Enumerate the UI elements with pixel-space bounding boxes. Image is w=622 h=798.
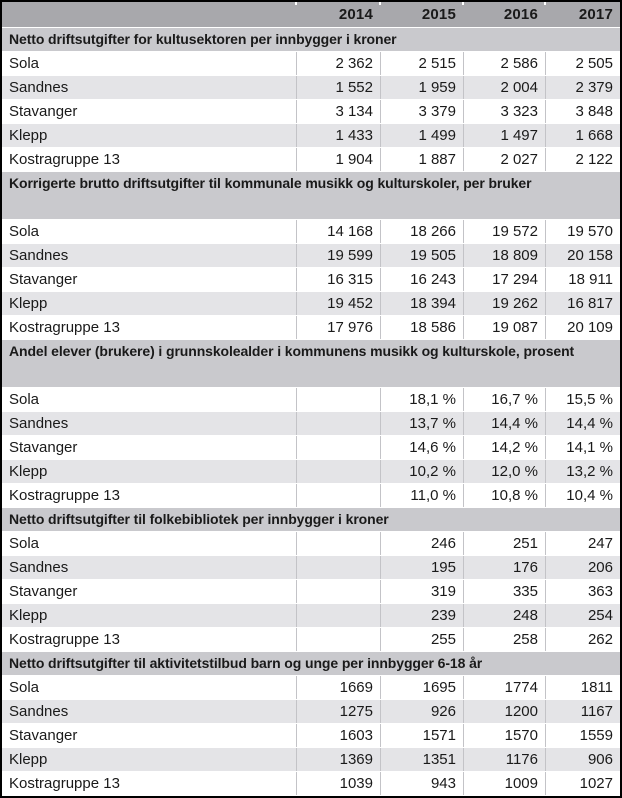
value-cell: 19 262 <box>463 292 545 315</box>
table-row <box>2 316 620 340</box>
value-cell: 1 668 <box>545 124 620 147</box>
value-cell: 251 <box>463 532 545 555</box>
value-cell: 16 315 <box>296 268 380 291</box>
row-label: Klepp <box>9 127 48 144</box>
row-label: Sola <box>9 679 40 696</box>
table-row <box>2 220 620 244</box>
value-cell: 1774 <box>463 676 545 699</box>
section-header-andel-elever: Andel elever (brukere) i grunnskolealder i kommunens musikk og kulturskole, prosent <box>2 340 620 388</box>
table-row <box>2 388 620 412</box>
year-header-2017: 2017 <box>545 2 620 27</box>
table-row <box>2 100 620 124</box>
value-cell <box>296 628 380 651</box>
table-row <box>2 460 620 484</box>
row-label: Stavanger <box>9 439 78 456</box>
section-header-kultursektor: Netto driftsutgifter for kultusektoren per innbygger i kroner <box>2 28 620 52</box>
value-cell: 19 599 <box>296 244 380 267</box>
value-cell: 176 <box>463 556 545 579</box>
value-cell: 16 243 <box>380 268 463 291</box>
year-header-row <box>2 2 620 28</box>
value-cell: 363 <box>545 580 620 603</box>
value-cell: 239 <box>380 604 463 627</box>
table-row <box>2 124 620 148</box>
value-cell: 19 572 <box>463 220 545 243</box>
table-row <box>2 604 620 628</box>
value-cell: 18 586 <box>380 316 463 339</box>
value-cell: 1 497 <box>463 124 545 147</box>
value-cell: 14,4 % <box>545 412 620 435</box>
row-label: Kostragruppe 13 <box>9 775 120 792</box>
value-cell: 16 817 <box>545 292 620 315</box>
table-row <box>2 412 620 436</box>
value-cell: 1 959 <box>380 76 463 99</box>
value-cell <box>296 436 380 459</box>
row-label: Sandnes <box>9 703 69 720</box>
table-row <box>2 724 620 748</box>
value-cell: 258 <box>463 628 545 651</box>
value-cell: 2 515 <box>380 52 463 75</box>
table-row <box>2 436 620 460</box>
row-label: Kostragruppe 13 <box>9 151 120 168</box>
row-label: Sola <box>9 391 40 408</box>
table-row <box>2 52 620 76</box>
row-label: Stavanger <box>9 727 78 744</box>
value-cell: 1603 <box>296 724 380 747</box>
table-row <box>2 148 620 172</box>
value-cell: 1369 <box>296 748 380 771</box>
section-header-kulturskoler: Korrigerte brutto driftsutgifter til kommunale musikk og kulturskoler, per bruker <box>2 172 620 220</box>
table-row <box>2 700 620 724</box>
value-cell: 926 <box>380 700 463 723</box>
value-cell: 2 379 <box>545 76 620 99</box>
table-row <box>2 268 620 292</box>
value-cell: 906 <box>545 748 620 771</box>
value-cell: 14,6 % <box>380 436 463 459</box>
value-cell: 19 505 <box>380 244 463 267</box>
row-label: Kostragruppe 13 <box>9 487 120 504</box>
value-cell: 254 <box>545 604 620 627</box>
table-row <box>2 76 620 100</box>
value-cell: 2 027 <box>463 148 545 171</box>
value-cell: 1275 <box>296 700 380 723</box>
value-cell: 1 499 <box>380 124 463 147</box>
section-header-aktivitetstilbud: Netto driftsutgifter til aktivitetstilbud barn og unge per innbygger 6-18 år <box>2 652 620 676</box>
value-cell: 18 266 <box>380 220 463 243</box>
value-cell: 10,4 % <box>545 484 620 507</box>
value-cell: 1176 <box>463 748 545 771</box>
corner-cell <box>2 2 296 27</box>
value-cell: 943 <box>380 772 463 795</box>
value-cell: 14 168 <box>296 220 380 243</box>
section-header-folkebibliotek: Netto driftsutgifter til folkebibliotek per innbygger i kroner <box>2 508 620 532</box>
value-cell: 262 <box>545 628 620 651</box>
row-label: Stavanger <box>9 103 78 120</box>
value-cell: 1570 <box>463 724 545 747</box>
row-label: Sandnes <box>9 559 69 576</box>
value-cell: 206 <box>545 556 620 579</box>
value-cell: 13,2 % <box>545 460 620 483</box>
value-cell: 10,2 % <box>380 460 463 483</box>
row-label: Sandnes <box>9 415 69 432</box>
value-cell: 13,7 % <box>380 412 463 435</box>
value-cell: 2 586 <box>463 52 545 75</box>
value-cell <box>296 556 380 579</box>
value-cell: 18 911 <box>545 268 620 291</box>
value-cell: 248 <box>463 604 545 627</box>
value-cell <box>296 412 380 435</box>
value-cell: 246 <box>380 532 463 555</box>
row-label: Sola <box>9 535 40 552</box>
value-cell: 12,0 % <box>463 460 545 483</box>
value-cell: 1 552 <box>296 76 380 99</box>
value-cell <box>296 532 380 555</box>
value-cell: 1351 <box>380 748 463 771</box>
value-cell: 1027 <box>545 772 620 795</box>
value-cell: 1559 <box>545 724 620 747</box>
row-label: Klepp <box>9 607 48 624</box>
value-cell: 2 362 <box>296 52 380 75</box>
row-label: Klepp <box>9 295 48 312</box>
year-header-2016: 2016 <box>463 2 545 27</box>
table-row <box>2 748 620 772</box>
value-cell: 11,0 % <box>380 484 463 507</box>
row-label: Stavanger <box>9 271 78 288</box>
value-cell: 3 848 <box>545 100 620 123</box>
value-cell: 16,7 % <box>463 388 545 411</box>
value-cell: 1167 <box>545 700 620 723</box>
value-cell: 14,2 % <box>463 436 545 459</box>
value-cell <box>296 460 380 483</box>
value-cell: 3 379 <box>380 100 463 123</box>
table-row <box>2 484 620 508</box>
value-cell: 2 505 <box>545 52 620 75</box>
value-cell: 19 570 <box>545 220 620 243</box>
value-cell: 15,5 % <box>545 388 620 411</box>
value-cell: 2 004 <box>463 76 545 99</box>
value-cell: 18 394 <box>380 292 463 315</box>
value-cell <box>296 604 380 627</box>
value-cell: 1200 <box>463 700 545 723</box>
value-cell: 3 134 <box>296 100 380 123</box>
value-cell: 1 904 <box>296 148 380 171</box>
row-label: Sola <box>9 223 40 240</box>
value-cell: 14,1 % <box>545 436 620 459</box>
value-cell: 17 294 <box>463 268 545 291</box>
value-cell: 1811 <box>545 676 620 699</box>
year-header-2014: 2014 <box>296 2 380 27</box>
table-row <box>2 556 620 580</box>
row-label: Stavanger <box>9 583 78 600</box>
table-row <box>2 676 620 700</box>
row-label: Kostragruppe 13 <box>9 319 120 336</box>
value-cell: 19 087 <box>463 316 545 339</box>
value-cell: 247 <box>545 532 620 555</box>
value-cell: 18 809 <box>463 244 545 267</box>
table-row <box>2 628 620 652</box>
value-cell: 1039 <box>296 772 380 795</box>
row-label: Sandnes <box>9 247 69 264</box>
row-label: Sandnes <box>9 79 69 96</box>
value-cell <box>296 388 380 411</box>
table-row <box>2 772 620 796</box>
value-cell: 1695 <box>380 676 463 699</box>
table-row <box>2 532 620 556</box>
table-row <box>2 292 620 316</box>
table-row <box>2 580 620 604</box>
year-header-2015: 2015 <box>380 2 463 27</box>
value-cell: 195 <box>380 556 463 579</box>
table-row <box>2 244 620 268</box>
value-cell: 17 976 <box>296 316 380 339</box>
value-cell: 18,1 % <box>380 388 463 411</box>
value-cell: 10,8 % <box>463 484 545 507</box>
row-label: Klepp <box>9 751 48 768</box>
value-cell: 1 433 <box>296 124 380 147</box>
value-cell: 2 122 <box>545 148 620 171</box>
value-cell: 20 109 <box>545 316 620 339</box>
value-cell: 1009 <box>463 772 545 795</box>
value-cell: 255 <box>380 628 463 651</box>
value-cell: 14,4 % <box>463 412 545 435</box>
value-cell <box>296 580 380 603</box>
row-label: Kostragruppe 13 <box>9 631 120 648</box>
value-cell: 1669 <box>296 676 380 699</box>
value-cell: 319 <box>380 580 463 603</box>
value-cell: 19 452 <box>296 292 380 315</box>
value-cell: 20 158 <box>545 244 620 267</box>
value-cell: 1 887 <box>380 148 463 171</box>
value-cell: 1571 <box>380 724 463 747</box>
value-cell: 3 323 <box>463 100 545 123</box>
value-cell: 335 <box>463 580 545 603</box>
row-label: Klepp <box>9 463 48 480</box>
row-label: Sola <box>9 55 40 72</box>
value-cell <box>296 484 380 507</box>
